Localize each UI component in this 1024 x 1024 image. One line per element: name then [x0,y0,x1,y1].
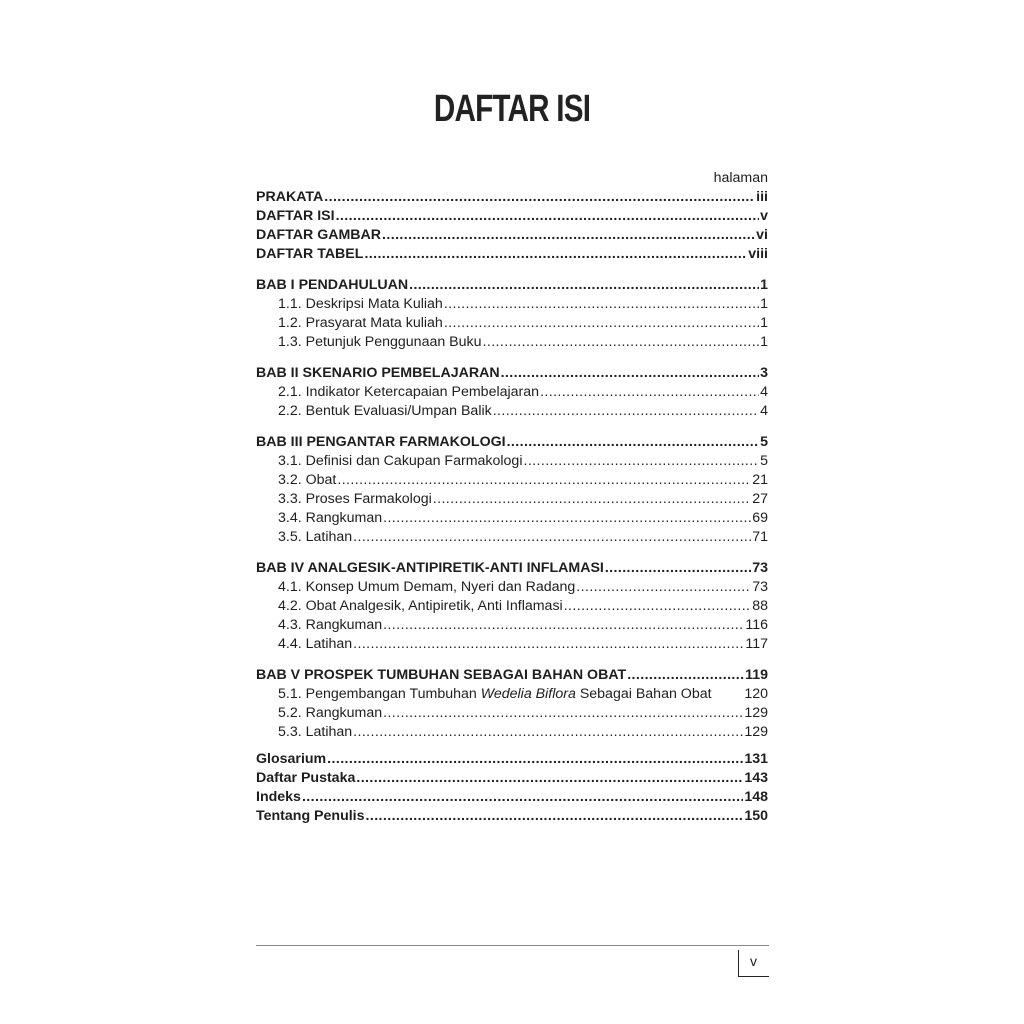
toc-entry-daftar-isi: DAFTAR ISI ..... v [256,207,768,226]
toc-subentry: 3.3. Proses Farmakologi ..... 27 [256,490,768,509]
toc-chapter-3: BAB III PENGANTAR FARMAKOLOGI ..... 5 [256,433,768,452]
toc-chapter-4: BAB IV ANALGESIK-ANTIPIRETIK-ANTI INFLAMASI ..... 73 [256,559,768,578]
page-number: v [750,953,757,969]
toc-entry-daftar-gambar: DAFTAR GAMBAR ..... vi [256,226,768,245]
toc-subentry: 4.1. Konsep Umum Demam, Nyeri dan Radang ..... 73 [256,578,768,597]
toc-subentry: 1.3. Petunjuk Penggunaan Buku ..... 1 [256,333,768,352]
toc-subentry: 1.2. Prasyarat Mata kuliah ..... 1 [256,314,768,333]
table-of-contents [256,168,768,826]
toc-subentry: 4.3. Rangkuman ..... 116 [256,616,768,635]
toc-subentry: 2.2. Bentuk Evaluasi/Umpan Balik ..... 4 [256,402,768,421]
toc-entry-indeks: Indeks ..... 148 [256,788,768,807]
toc-subentry: 4.4. Latihan ..... 117 [256,635,768,654]
toc-entry-glosarium: Glosarium ..... 131 [256,750,768,769]
page-number-box [738,950,769,977]
toc-subentry: 5.1. Pengembangan Tumbuhan Wedelia Biflora Sebagai Bahan Obat 120 [278,686,768,702]
toc-entry-tentang-penulis: Tentang Penulis ..... 150 [256,807,768,826]
toc-chapter-5: BAB V PROSPEK TUMBUHAN SEBAGAI BAHAN OBAT ..... 119 [256,666,768,685]
toc-subentry: 3.1. Definisi dan Cakupan Farmakologi ..... 5 [256,452,768,471]
page-column-header: halaman [713,170,768,186]
toc-subentry: 3.4. Rangkuman ..... 69 [256,509,768,528]
toc-chapter-2: BAB II SKENARIO PEMBELAJARAN ..... 3 [256,364,768,383]
toc-subentry: 1.1. Deskripsi Mata Kuliah ..... 1 [256,295,768,314]
toc-entry-daftar-pustaka: Daftar Pustaka ..... 143 [256,769,768,788]
toc-subentry: 4.2. Obat Analgesik, Antipiretik, Anti Inflamasi ..... 88 [256,597,768,616]
toc-entry-prakata: PRAKATA ..... iii [256,188,768,207]
toc-subentry: 5.3. Latihan ..... 129 [256,723,768,742]
page-title: DAFTAR ISI [433,88,591,130]
toc-subentry: 3.5. Latihan ..... 71 [256,528,768,547]
species-name: Wedelia Biflora [480,686,576,702]
toc-chapter-1: BAB I PENDAHULUAN ..... 1 [256,276,768,295]
toc-subentry: 3.2. Obat ..... 21 [256,471,768,490]
footer-rule [256,945,769,946]
toc-subentry: 2.1. Indikator Ketercapaian Pembelajaran ..... 4 [256,383,768,402]
toc-subentry: 5.2. Rangkuman ..... 129 [256,704,768,723]
toc-entry-daftar-tabel: DAFTAR TABEL ..... viii [256,245,768,264]
